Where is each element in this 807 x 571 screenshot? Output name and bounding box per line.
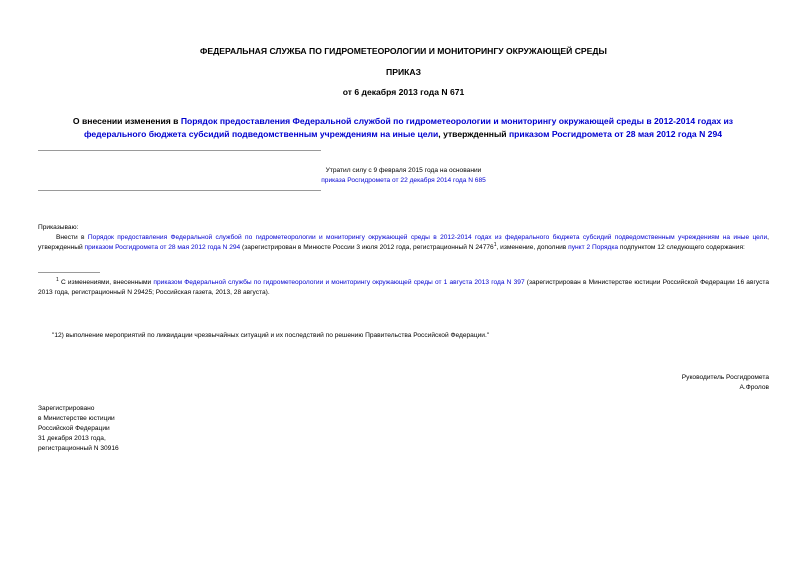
p1-link-point-2[interactable]: пункт 2 Порядка: [568, 244, 619, 251]
subpoint-12-quote: "12) выполнение мероприятий по ликвидации чрезвычайных ситуаций и их последствий по решению Правительства Российской Федерации.": [52, 332, 490, 339]
registration-line-2: в Министерстве юстиции: [38, 415, 115, 422]
status-rule-top: [38, 150, 321, 151]
order-word: Приказываю:: [38, 224, 79, 231]
p1-footnote-mark: 1: [493, 241, 497, 248]
p1-text-c: (зарегистрирован в Минюсте России 3 июля 2012 года, регистрационный N 24776: [240, 244, 494, 251]
p1-text-a: Внести в: [56, 234, 88, 241]
signature-name: А.Фролов: [739, 384, 769, 391]
signature-role: Руководитель Росгидромета: [681, 374, 769, 381]
title-link-order-294[interactable]: приказом Росгидромета от 28 мая 2012 года N 294: [508, 129, 723, 139]
p1-link-procedure[interactable]: Порядок предоставления Федеральной службой по гидрометеорологии и мониторингу окружающей среды в 2012-2014 годах из федерального бюджета субсидий подведомственным учреждениям на иные цели: [87, 234, 768, 241]
footnote-text-b: (зарегистрирован в Министерстве юстиции Российской Федерации 16 августа 2013 года, регистрационный N 29425; Российская газета, 2013, 28 августа).: [38, 279, 770, 296]
footnote-mark: 1: [56, 276, 59, 283]
title-prefix: О внесении изменения в: [72, 116, 181, 126]
footnote: [38, 278, 769, 298]
document-title: [44, 115, 762, 141]
registration-line-5: регистрационный N 30916: [38, 445, 119, 452]
registration-line-4: 31 декабря 2013 года,: [38, 435, 106, 442]
footnote-text-a: С изменениями, внесенными: [58, 279, 154, 286]
status-rule-bottom: [38, 190, 321, 191]
footnote-rule: [38, 272, 100, 273]
p1-text-b: , утвержденный: [38, 234, 769, 251]
registration-line-3: Российской Федерации: [38, 425, 110, 432]
doc-date-number: от 6 декабря 2013 года N 671: [342, 87, 465, 97]
footnote-link-order-397[interactable]: приказом Федеральной службы по гидрометеорологии и мониторингу окружающей среды от 1 августа 2013 года N 397: [153, 279, 525, 286]
doc-type: ПРИКАЗ: [386, 67, 421, 77]
status-line: Утратил силу с 9 февраля 2015 года на основании: [325, 167, 482, 174]
title-link-procedure[interactable]: Порядок предоставления Федеральной службой по гидрометеорологии и мониторингу окружающей среды в 2012-2014 годах из федерального бюджета субсидий подведомственным учреждениям на иные цели: [83, 116, 734, 139]
p1-text-d: , изменение, дополнив: [496, 244, 569, 251]
p1-link-order-294[interactable]: приказом Росгидромета от 28 мая 2012 года N 294: [84, 244, 241, 251]
registration-line-1: Зарегистрировано: [38, 405, 95, 412]
agency-title: ФЕДЕРАЛЬНАЯ СЛУЖБА ПО ГИДРОМЕТЕОРОЛОГИИ И МОНИТОРИНГУ ОКРУЖАЮЩЕЙ СРЕДЫ: [200, 46, 607, 56]
paragraph-1: [38, 233, 769, 253]
status-link-order-685[interactable]: приказа Росгидромета от 22 декабря 2014 года N 685: [321, 177, 486, 184]
p1-text-e: подпунктом 12 следующего содержания:: [618, 244, 745, 251]
registration-block: [38, 404, 119, 454]
title-middle: , утвержденный: [438, 129, 509, 139]
